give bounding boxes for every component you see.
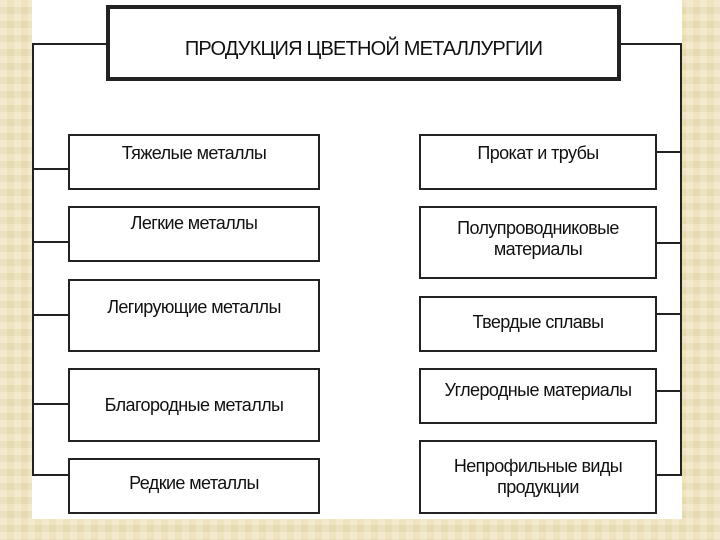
- category-label: Легкие металлы: [130, 212, 258, 233]
- left-branch-5: [32, 474, 68, 476]
- category-box-alloying-metals: [68, 279, 320, 352]
- category-box-heavy-metals: [68, 134, 320, 190]
- category-box-light-metals: [68, 206, 320, 262]
- category-label: Твердые сплавы: [472, 312, 604, 332]
- category-label: Благородные металлы: [104, 394, 284, 415]
- category-label: Непрофильные виды продукции: [453, 456, 623, 497]
- left-trunk-line: [32, 43, 34, 476]
- category-box-rolled-products: [419, 134, 657, 190]
- left-branch-3: [32, 314, 68, 316]
- right-branch-5: [657, 474, 682, 476]
- right-branch-2: [657, 242, 682, 244]
- category-box-hard-alloys: [419, 296, 657, 352]
- slide-canvas: [32, 0, 682, 519]
- category-label: Тяжелые металлы: [121, 142, 267, 163]
- left-branch-2: [32, 241, 68, 243]
- diagram-title-text: ПРОДУКЦИЯ ЦВЕТНОЙ МЕТАЛЛУРГИИ: [184, 38, 543, 60]
- category-box-precious-metals: [68, 368, 320, 442]
- right-trunk-line: [680, 43, 682, 476]
- category-box-rare-metals: [68, 458, 320, 514]
- category-label: Редкие металлы: [129, 472, 259, 493]
- left-branch-4: [32, 403, 68, 405]
- category-label: Прокат и трубы: [477, 142, 599, 163]
- right-branch-3: [657, 313, 682, 315]
- category-box-non-core-products: [419, 440, 657, 514]
- left-branch-1: [32, 168, 68, 170]
- diagram-title: [106, 5, 621, 81]
- right-branch-4: [657, 390, 682, 392]
- category-label: Углеродные материалы: [444, 379, 632, 400]
- category-box-carbon-materials: [419, 368, 657, 424]
- right-branch-1: [657, 151, 682, 153]
- connector-title-left: [32, 43, 106, 45]
- category-box-semiconductors: [419, 206, 657, 279]
- category-label: Легирующие металлы: [107, 297, 281, 317]
- connector-title-right: [621, 43, 682, 45]
- category-label: Полупроводниковые материалы: [457, 217, 619, 259]
